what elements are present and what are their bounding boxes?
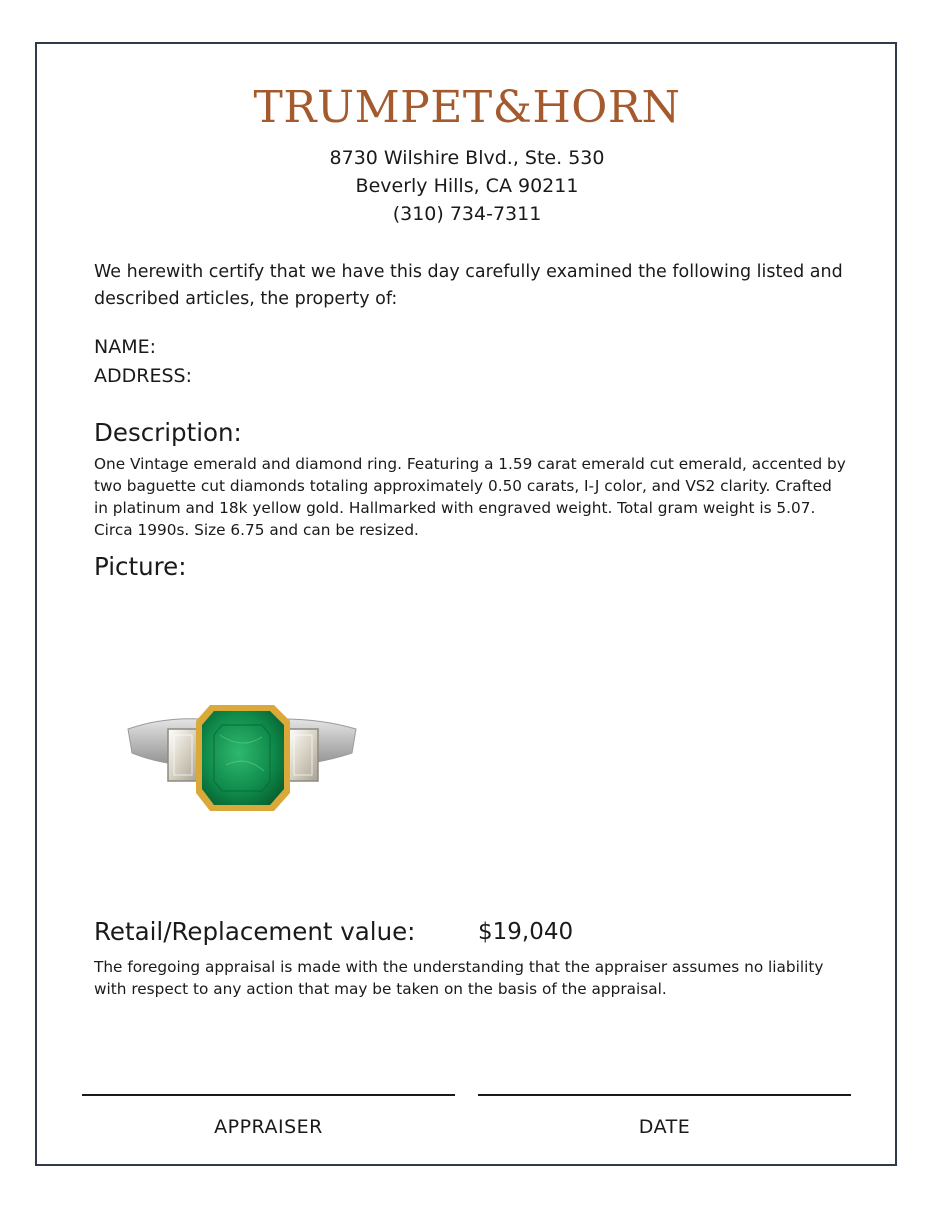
owner-address-label: ADDRESS:	[94, 365, 192, 387]
owner-name-label: NAME:	[94, 336, 157, 358]
brand-logo: TRUMPET&HORN	[253, 82, 681, 133]
picture-heading: Picture:	[94, 552, 187, 581]
description-text: One Vintage emerald and diamond ring. Featuring a 1.59 carat emerald cut emerald, accented by two baguette cut diamonds totaling approximately 0.50 carats, I-J color, and VS2 clarity. Crafted in platinum and 18k yellow gold. Hallmarked with engraved weight. Total gram weight is 5.07. Circa 1990s. Size 6.75 and can be resized.	[94, 455, 846, 539]
description-heading: Description:	[94, 418, 242, 447]
replacement-value-label: Retail/Replacement value:	[94, 917, 416, 946]
ring-photo	[122, 695, 362, 820]
replacement-value-amount: $19,040	[478, 919, 574, 945]
street-address: 8730 Wilshire Blvd., Ste. 530	[329, 147, 605, 169]
appraiser-signature-line	[82, 1094, 455, 1096]
date-signature-line	[478, 1094, 851, 1096]
city-address: Beverly Hills, CA 90211	[355, 175, 579, 197]
certification-statement: We herewith certify that we have this day carefully examined the following listed and described articles, the property of:	[94, 262, 843, 309]
phone-number: (310) 734-7311	[392, 203, 542, 225]
date-label: DATE	[638, 1116, 691, 1138]
appraiser-label: APPRAISER	[214, 1116, 323, 1138]
appraisal-disclaimer: The foregoing appraisal is made with the understanding that the appraiser assumes no liability with respect to any action that may be taken on the basis of the appraisal.	[94, 958, 824, 998]
